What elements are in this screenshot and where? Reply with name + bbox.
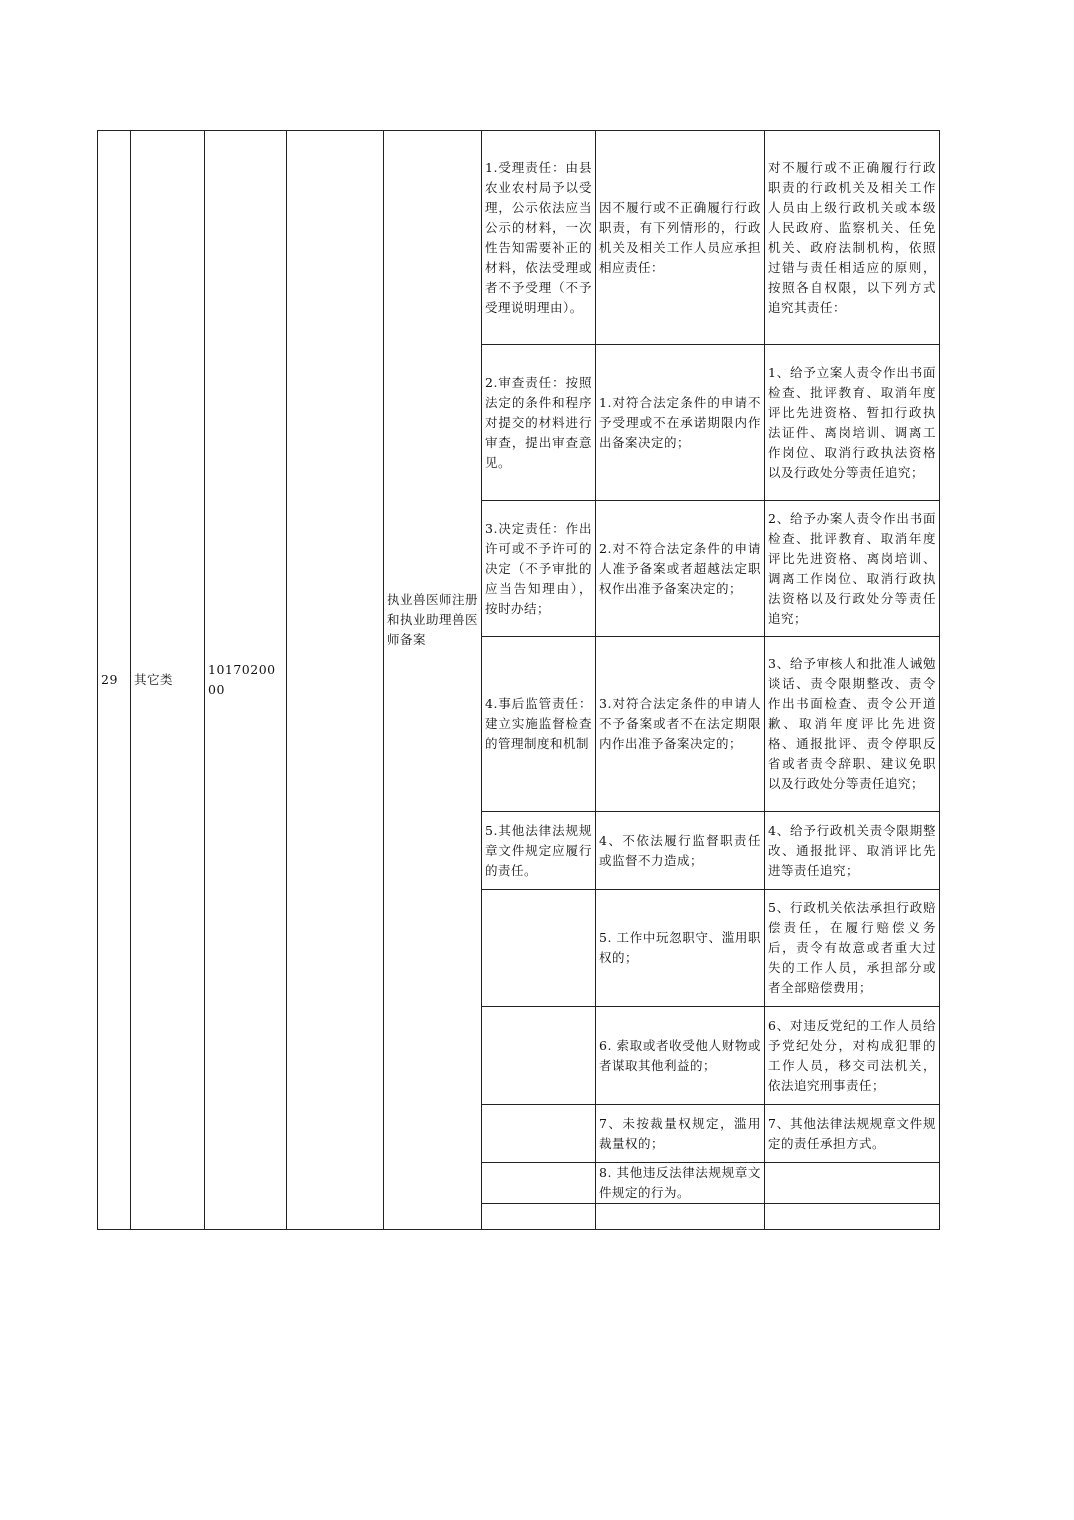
table-row [98,131,940,345]
accountability-method: 5、行政机关依法承担行政赔偿责任，在履行赔偿义务后，责令有故意或者重大过失的工作人员，承担部分或者全部赔偿费用； [765,890,940,1007]
accountability-method: 1、给予立案人责令作出书面检查、批评教育、取消年度评比先进资格、暂扣行政执法证件、离岗培训、调离工作岗位、取消行政执法资格以及行政处分等责任追究； [765,345,940,501]
accountability-circumstance: 7、未按裁量权规定，滥用裁量权的； [596,1105,765,1163]
accountability-method: 4、给予行政机关责令限期整改、通报批评、取消评比先进等责任追究； [765,812,940,890]
responsibility-link: 1.受理责任：由县农业农村局予以受理，公示依法应当公示的材料，一次性告知需要补正的材料，依法受理或者不予受理（不予受理说明理由）。 [482,131,596,345]
responsibility-link [482,1163,596,1204]
item-name [384,131,482,1230]
accountability-circumstance: 因不履行或不正确履行行政职责，有下列情形的，行政机关及相关工作人员应承担相应责任： [596,131,765,345]
responsibility-link: 5.其他法律法规规章文件规定应履行的责任。 [482,812,596,890]
accountability-method: 2、给予办案人责令作出书面检查、批评教育、取消年度评比先进资格、离岗培训、调离工作岗位、取消行政执法资格以及行政处分等责任追究； [765,501,940,637]
responsibility-link [482,1204,596,1230]
responsibility-link [482,1007,596,1105]
responsibility-link: 4.事后监管责任：建立实施监督检查的管理制度和机制 [482,637,596,812]
accountability-method: 3、给予审核人和批准人诫勉谈话、责令限期整改、责令作出书面检查、责令公开道歉、取消年度评比先进资格、通报批评、责令停职反省或者责令辞职、建议免职以及行政处分等责任追究； [765,637,940,812]
accountability-circumstance: 4、不依法履行监督职责任或监督不力造成； [596,812,765,890]
item-name-text: 执业兽医师注册和执业助理兽医师备案 [387,592,479,647]
accountability-circumstance: 2.对不符合法定条件的申请人准予备案或者超越法定职权作出准予备案决定的； [596,501,765,637]
accountability-method [765,1204,940,1230]
responsibility-link [482,1105,596,1163]
item-sub-name [287,131,384,1230]
accountability-circumstance: 1.对符合法定条件的申请不予受理或不在承诺期限内作出备案决定的； [596,345,765,501]
accountability-method: 6、对违反党纪的工作人员给予党纪处分，对构成犯罪的工作人员，移交司法机关，依法追究刑事责任； [765,1007,940,1105]
accountability-method: 对不履行或不正确履行行政职责的行政机关及相关工作人员由上级行政机关或本级人民政府、监察机关、任免机关、政府法制机构，依照过错与责任相适应的原则，按照各自权限，以下列方式追究其责任： [765,131,940,345]
responsibility-link: 3.决定责任：作出许可或不予许可的决定（不予审批的应当告知理由），按时办结； [482,501,596,637]
accountability-circumstance: 6. 索取或者收受他人财物或者谋取其他利益的； [596,1007,765,1105]
accountability-circumstance [596,1204,765,1230]
accountability-circumstance: 8. 其他违反法律法规规章文件规定的行为。 [596,1163,765,1204]
item-category: 其它类 [131,131,205,1230]
responsibility-table [97,130,940,1230]
accountability-circumstance: 3.对符合法定条件的申请人不予备案或者不在法定期限内作出准予备案决定的； [596,637,765,812]
item-code: 1017020000 [205,131,287,1230]
responsibility-link [482,890,596,1007]
accountability-method: 7、其他法律法规规章文件规定的责任承担方式。 [765,1105,940,1163]
accountability-circumstance: 5. 工作中玩忽职守、滥用职权的； [596,890,765,1007]
accountability-method [765,1163,940,1204]
responsibility-link: 2.审查责任：按照法定的条件和程序对提交的材料进行审查，提出审查意见。 [482,345,596,501]
item-number: 29 [98,131,131,1230]
